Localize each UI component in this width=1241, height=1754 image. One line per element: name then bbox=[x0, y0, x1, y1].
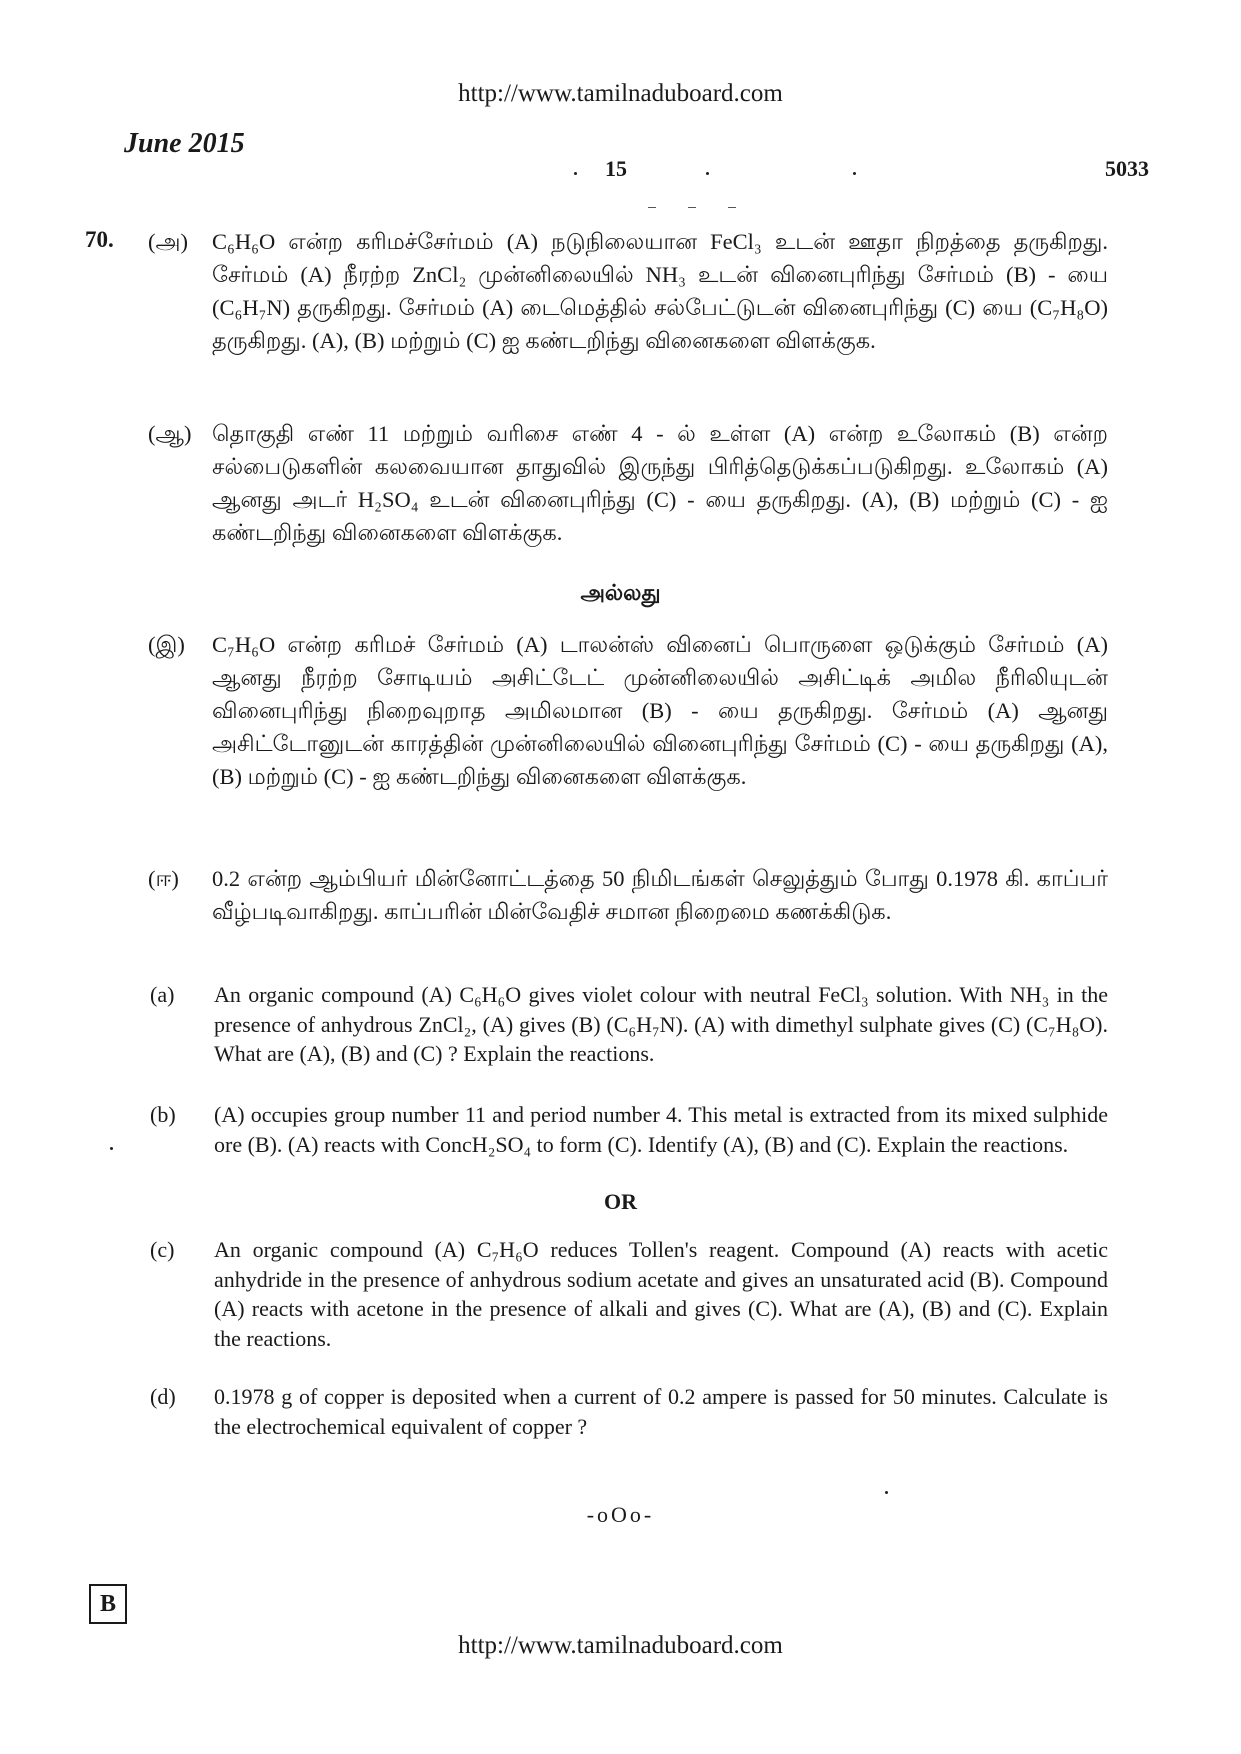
tamil-or-separator: அல்லது bbox=[580, 580, 661, 605]
scan-mark bbox=[706, 172, 709, 175]
question-number: 70. bbox=[85, 227, 114, 252]
tamil-subquestion-a bbox=[148, 225, 1108, 357]
english-or-separator: OR bbox=[604, 1189, 637, 1214]
subquestion-text: 0.2 என்ற ஆம்பியர் மின்னோட்டத்தை 50 நிமிடங்கள் செலுத்தும் போது 0.1978 கி. காப்பர் வீழ்படிவாகிறது. காப்பரின் மின்வேதிச் சமான நிறைமை கணக்கிடுக. bbox=[212, 866, 1108, 924]
paper-code: 5033 bbox=[1105, 156, 1149, 181]
scan-mark bbox=[885, 1491, 888, 1494]
subquestion-text: An organic compound (A) C₆H₆O gives violet colour with neutral FeCl₃ solution. With NH₃ in the presence of anhydrous ZnCl₂, (A) gives (B) (C₆H₇N). (A) with dimethyl sulphate gives (C) (C₇H₈O). What are (A), (B) and (C) ? Explain the reactions. bbox=[214, 982, 1108, 1066]
subquestion-marker: (c) bbox=[150, 1237, 175, 1262]
subquestion-text: An organic compound (A) C₇H₆O reduces Tollen's reagent. Compound (A) reacts with acetic anhydride in the presence of anhydrous sodium acetate and gives an unsaturated acid (B). Compound (A) reacts with acetone in the presence of alkali and gives (C). What are (A), (B) and (C). Explain the reactions. bbox=[214, 1237, 1108, 1351]
scan-mark bbox=[110, 1147, 113, 1150]
subquestion-text: 0.1978 g of copper is deposited when a current of 0.2 ampere is passed for 50 minutes. Calculate is the electrochemical equivalent of copper ? bbox=[214, 1384, 1108, 1439]
subquestion-marker: (d) bbox=[150, 1384, 176, 1409]
page-number: 15 bbox=[605, 156, 627, 181]
header-url: http://www.tamilnaduboard.com bbox=[458, 80, 783, 107]
subquestion-text: தொகுதி எண் 11 மற்றும் வரிசை எண் 4 - ல் உள்ள (A) என்ற உலோகம் (B) என்ற சல்பைடுகளின் கலவையான தாதுவில் இருந்து பிரித்தெடுக்கப்படுகிறது. உலோகம் (A) ஆனது அடர் H₂SO₄ உடன் வினைபுரிந்து (C) - யை தருகிறது. (A), (B) மற்றும் (C) - ஐ கண்டறிந்து வினைகளை விளக்குக. bbox=[212, 421, 1108, 545]
scan-mark bbox=[853, 172, 856, 175]
end-of-paper-mark: -oOo- bbox=[586, 1502, 655, 1527]
subquestion-text: C₆H₆O என்ற கரிமச்சேர்மம் (A) நடுநிலையான FeCl₃ உடன் ஊதா நிறத்தை தருகிறது. சேர்மம் (A) நீரற்ற ZnCl₂ முன்னிலையில் NH₃ உடன் வினைபுரிந்து சேர்மம் (B) - யை (C₆H₇N) தருகிறது. சேர்மம் (A) டைமெத்தில் சல்பேட்டுடன் வினைபுரிந்து (C) யை (C₇H₈O) தருகிறது. (A), (B) மற்றும் (C) ஐ கண்டறிந்து வினைகளை விளக்குக. bbox=[212, 229, 1108, 353]
tamil-subquestion-c bbox=[148, 628, 1108, 793]
subquestion-text: C₇H₆O என்ற கரிமச் சேர்மம் (A) டாலன்ஸ் வினைப் பொருளை ஒடுக்கும் சேர்மம் (A) ஆனது நீரற்ற சோடியம் அசிட்டேட் முன்னிலையில் அசிட்டிக் அமில நீரிலியுடன் வினைபுரிந்து நிறைவுறாத அமிலமான (B) - யை தருகிறது. சேர்மம் (A) ஆனது அசிட்டோனுடன் காரத்தின் முன்னிலையில் வினைபுரிந்து சேர்மம் (C) - யை தருகிறது (A), (B) மற்றும் (C) - ஐ கண்டறிந்து வினைகளை விளக்குக. bbox=[212, 632, 1108, 789]
english-subquestion-d bbox=[150, 1382, 1108, 1441]
booklet-box-label: B bbox=[89, 1584, 127, 1624]
english-subquestion-c bbox=[150, 1235, 1108, 1353]
footer-url: http://www.tamilnaduboard.com bbox=[458, 1632, 783, 1659]
exam-date: June 2015 bbox=[124, 128, 245, 159]
scan-mark bbox=[648, 207, 656, 208]
subquestion-marker: (அ) bbox=[148, 229, 188, 254]
scan-mark bbox=[688, 207, 696, 208]
scan-mark bbox=[728, 207, 736, 208]
subquestion-text: (A) occupies group number 11 and period number 4. This metal is extracted from its mixed sulphide ore (B). (A) reacts with ConcH₂SO₄ to form (C). Identify (A), (B) and (C). Explain the reactions. bbox=[214, 1102, 1108, 1157]
scan-mark bbox=[574, 172, 577, 175]
subquestion-marker: (a) bbox=[150, 982, 175, 1007]
subquestion-marker: (இ) bbox=[148, 632, 185, 657]
english-subquestion-b bbox=[150, 1100, 1108, 1159]
english-subquestion-a bbox=[150, 980, 1108, 1069]
tamil-subquestion-d bbox=[148, 862, 1108, 928]
subquestion-marker: (b) bbox=[150, 1102, 176, 1127]
subquestion-marker: (ஆ) bbox=[148, 421, 192, 446]
subquestion-marker: (ஈ) bbox=[148, 866, 179, 891]
tamil-subquestion-b bbox=[148, 417, 1108, 549]
